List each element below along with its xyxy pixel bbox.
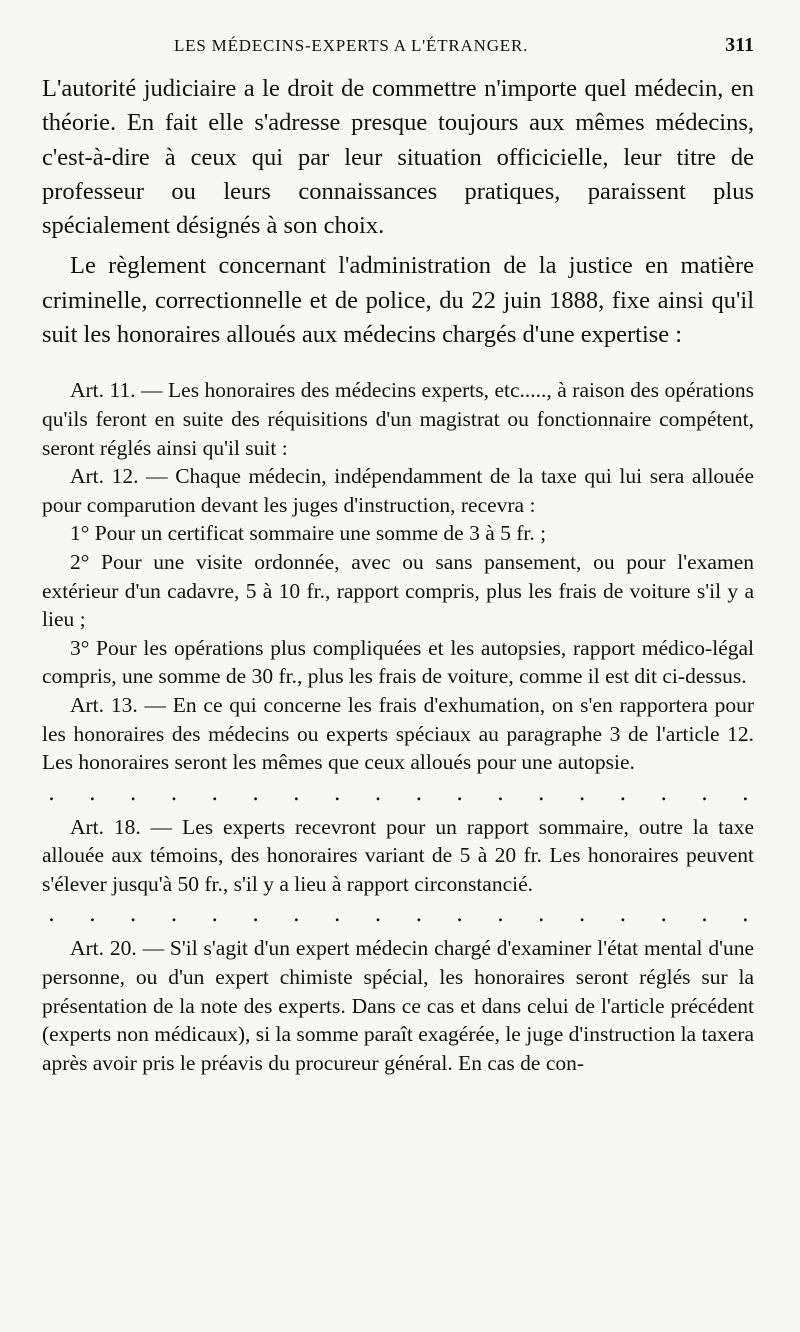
article-13: Art. 13. — En ce qui concerne les frais d'exhumation, on s'en rapportera pour les honoraires des médecins ou experts spéciaux au paragraphe 3 de l'article 12. Les honoraires seront les mêmes que ceux alloués pour une autopsie. <box>42 692 754 775</box>
ellipsis-dot: . <box>537 780 545 806</box>
ellipsis-dot: . <box>252 780 260 806</box>
ellipsis-dot: . <box>701 902 708 928</box>
article-12-item-1: 1° Pour un certificat sommaire une somme de 3 à 5 fr. ; <box>70 521 547 546</box>
ellipsis-dot: . <box>333 902 341 928</box>
article-20: Art. 20. — S'il s'agit d'un expert médecin chargé d'examiner l'état mental d'une personne, ou d'un expert chimiste spécial, les honoraires seront réglés sur la présentation de la note des experts. Dans ce cas et dans celui de l'article précédent (experts non médicaux), si la somme paraît exagérée, le juge d'instruction la taxera après avoir pris le préavis du procureur général. En cas de con- <box>42 936 754 1075</box>
ellipsis-dot: . <box>211 780 219 806</box>
body-text <box>42 72 754 1077</box>
ellipsis-dot: . <box>211 902 219 928</box>
article-11: Art. 11. — Les honoraires des médecins experts, etc....., à raison des opérations qu'ils feront en suite des réquisitions d'un magistrat ou fonctionnaire compétent, seront réglés ainsi qu'il suit : <box>42 378 754 460</box>
ellipsis-dot: . <box>129 902 137 928</box>
ellipsis-dot: . <box>456 902 464 928</box>
ellipsis-dot: . <box>415 902 423 928</box>
ellipsis-dot: . <box>48 780 55 806</box>
ellipsis-dot: . <box>741 780 749 806</box>
ellipsis-dot: . <box>252 902 260 928</box>
ellipsis-dot: . <box>456 780 464 806</box>
ellipsis-dot: . <box>619 902 627 928</box>
ellipsis-dot: . <box>333 780 341 806</box>
ellipsis-dot: . <box>129 780 137 806</box>
ellipsis-dot: . <box>170 780 178 806</box>
ellipsis-dot: . <box>170 902 178 928</box>
article-12: Art. 12. — Chaque médecin, indépendamment de la taxe qui lui sera allouée pour comparution devant les juges d'instruction, recevra : <box>42 464 754 517</box>
ellipsis-dot: . <box>292 780 300 806</box>
ellipsis-dot: . <box>741 902 749 928</box>
ellipsis-dot: . <box>660 780 668 806</box>
article-18: Art. 18. — Les experts recevront pour un rapport sommaire, outre la taxe allouée aux témoins, des honoraires variant de 5 à 20 fr. Les honoraires peuvent s'élever jusqu'à 50 fr., s'il y a lieu à rapport circonstancié. <box>42 814 754 896</box>
article-12-item-3: 3° Pour les opérations plus compliquées et les autopsies, rapport médico-légal compris, une somme de 30 fr., plus les frais de voiture, comme il est dit ci-dessus. <box>42 635 754 689</box>
running-title: LES MÉDECINS-EXPERTS A L'ÉTRANGER. <box>174 36 529 55</box>
ellipsis-dot: . <box>292 902 300 928</box>
ellipsis-dot: . <box>88 780 96 806</box>
ellipsis-dot: . <box>374 902 382 928</box>
ellipsis-dot: . <box>537 902 545 928</box>
page-header <box>42 36 754 64</box>
ellipsis-dot: . <box>415 780 423 806</box>
page-number: 311 <box>725 34 754 56</box>
ellipsis-row <box>42 902 754 928</box>
ellipsis-dot: . <box>496 902 504 928</box>
ellipsis-row <box>42 781 754 807</box>
ellipsis-dot: . <box>88 902 96 928</box>
ellipsis-dot: . <box>374 780 382 806</box>
ellipsis-dot: . <box>48 902 55 928</box>
ellipsis-dot: . <box>578 780 586 806</box>
ellipsis-dot: . <box>660 902 668 928</box>
intro-paragraph-1: L'autorité judiciaire a le droit de commettre n'importe quel médecin, en théorie. En fait elle s'adresse presque toujours aux mêmes médecins, c'est-à-dire à ceux qui par leur situation officicielle, leur titre de professeur ou leurs connaissances pratiques, paraissent plus spécialement désignés à son choix. <box>42 75 754 240</box>
article-12-item-2: 2° Pour une visite ordonnée, avec ou sans pansement, ou pour l'examen extérieur d'un cadavre, 5 à 10 fr., rapport compris, plus les frais de voiture s'il y a lieu ; <box>42 549 754 632</box>
ellipsis-dot: . <box>619 780 627 806</box>
ellipsis-dot: . <box>496 780 504 806</box>
intro-paragraph-2: Le règlement concernant l'administration de la justice en matière criminelle, correctionnelle et de police, du 22 juin 1888, fixe ainsi qu'il suit les honoraires alloués aux médecins chargés d'une expertise : <box>42 252 754 349</box>
ellipsis-dot: . <box>701 780 708 806</box>
ellipsis-dot: . <box>578 902 586 928</box>
